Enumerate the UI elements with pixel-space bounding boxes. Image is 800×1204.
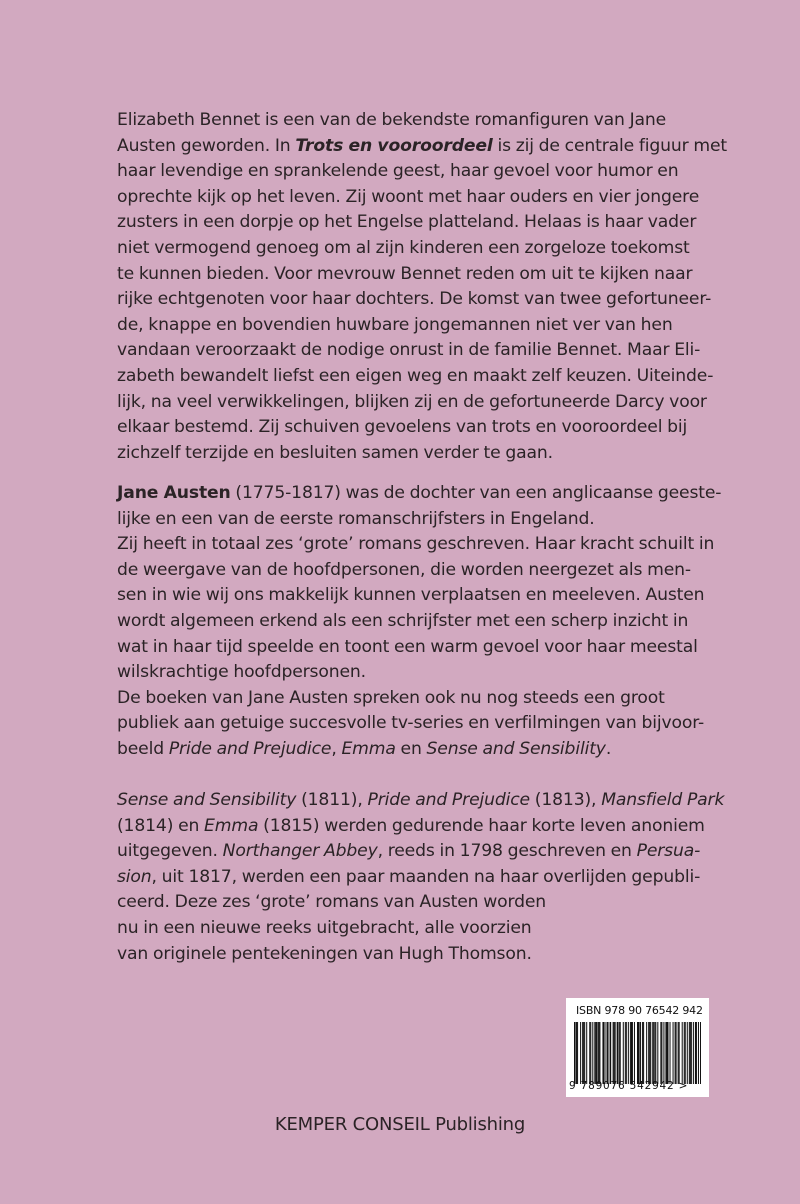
text-line (117, 788, 725, 814)
barcode-icon (574, 1022, 701, 1084)
text-line (117, 558, 717, 584)
text-run: De boeken van Jane Austen spreken ook nu nog steeds een groot (117, 687, 665, 708)
text-line (117, 737, 717, 763)
text-line (117, 583, 717, 609)
text-line (117, 814, 717, 840)
text-run: en (395, 738, 427, 759)
text-run: lijk, na veel verwikkelingen, blijken zij en de gefortuneerde Darcy voor (117, 391, 707, 412)
text-run: oprechte kijk op het leven. Zij woont met haar ouders en vier jongere (117, 186, 700, 207)
text-run: , uit 1817, werden een paar maanden na haar overlijden gepubli- (151, 866, 701, 887)
text-run: de, knappe en bovendien huwbare jongemannen niet ver van hen (117, 314, 673, 335)
text-line (117, 134, 727, 160)
text-line (117, 441, 717, 467)
text-line (117, 159, 717, 185)
text-line (117, 236, 717, 262)
text-run: van originele pentekeningen van Hugh Thomson. (117, 943, 532, 964)
text-line (117, 686, 717, 712)
author-bio-paragraph (117, 481, 722, 763)
publication-history-paragraph (117, 788, 725, 967)
text-run: (1814) en (117, 815, 205, 836)
isbn-barcode (566, 998, 709, 1097)
text-run: wordt algemeen erkend als een schrijfster met een scherp inzicht in (117, 610, 689, 631)
text-run: ceerd. Deze zes ‘grote’ romans van Austen worden (117, 892, 547, 913)
text-run: , (331, 738, 342, 759)
text-run: . (605, 738, 612, 759)
emphasis-text: Emma (204, 815, 259, 836)
emphasis-text: sion (117, 866, 152, 887)
emphasis-text: Sense and Sensibility (117, 790, 297, 810)
barcode-digits: 9 789076 542942 > (569, 1080, 689, 1092)
text-line (117, 364, 717, 390)
emphasis-text: Pride and Prejudice (367, 790, 530, 810)
text-line (117, 711, 717, 737)
text-run: zabeth bewandelt liefst een eigen weg en maakt zelf keuzen. Uiteinde- (117, 365, 714, 386)
text-run: sen in wie wij ons makkelijk kunnen verplaatsen en meeleven. Austen (117, 585, 705, 606)
isbn-label: ISBN 978 90 76542 942 (576, 1004, 703, 1017)
text-run: rijke echtgenoten voor haar dochters. De komst van twee gefortuneer- (117, 289, 712, 310)
emphasis-text: Jane Austen (117, 483, 231, 503)
text-line (117, 313, 717, 339)
text-run: Elizabeth Bennet is een van de bekendste romanfiguren van Jane (117, 110, 667, 130)
text-line (117, 390, 717, 416)
text-line (117, 532, 717, 558)
text-line (117, 890, 717, 916)
emphasis-text: Sense and Sensibility (426, 738, 606, 759)
text-line (117, 865, 717, 891)
text-line (117, 507, 717, 533)
emphasis-text: Trots en vooroordeel (295, 135, 493, 156)
text-run: de weergave van de hoofdpersonen, die worden neergezet als men- (117, 559, 691, 580)
text-line (117, 942, 717, 968)
text-run: wilskrachtige hoofdpersonen. (117, 662, 366, 683)
description-paragraph (117, 108, 727, 466)
emphasis-text: Persua- (636, 841, 701, 862)
text-run: nu in een nieuwe reeks uitgebracht, alle voorzien (117, 917, 532, 938)
text-run: wat in haar tijd speelde en toont een warm gevoel voor haar meestal (117, 636, 698, 657)
emphasis-text: Pride and Prejudice (168, 738, 332, 759)
text-run: beeld (117, 738, 169, 759)
text-run: (1811), (296, 790, 368, 810)
text-line (117, 287, 717, 313)
text-run: te kunnen bieden. Voor mevrouw Bennet reden om uit te kijken naar (117, 263, 693, 284)
text-run: (1775-1817) was de dochter van een anglicaanse geeste- (230, 483, 722, 503)
text-line (117, 210, 717, 236)
text-line (117, 262, 717, 288)
text-line (117, 108, 717, 134)
text-line (117, 660, 717, 686)
text-line (117, 609, 717, 635)
emphasis-text: Northanger Abbey (222, 841, 378, 862)
text-run: (1813), (529, 790, 602, 810)
text-run: is zij de centrale figuur met (492, 135, 727, 156)
text-run: publiek aan getuige succesvolle tv-series en verfilmingen van bijvoor- (117, 713, 705, 734)
text-line (117, 415, 717, 441)
text-run: , reeds in 1798 geschreven en (377, 841, 637, 862)
publisher-name: KEMPER CONSEIL Publishing (274, 1114, 526, 1135)
text-run: Austen geworden. In (117, 135, 296, 156)
text-line (117, 839, 717, 865)
text-run: (1815) werden gedurende haar korte leven anoniem (258, 815, 705, 836)
text-line (117, 481, 722, 507)
text-run: haar levendige en sprankelende geest, haar gevoel voor humor en (117, 161, 679, 182)
text-run: lijke en een van de eerste romanschrijfsters in Engeland. (117, 508, 595, 529)
emphasis-text: Mansfield Park (601, 790, 725, 810)
emphasis-text: Emma (341, 738, 396, 759)
text-line (117, 916, 717, 942)
text-run: vandaan veroorzaakt de nodige onrust in de familie Bennet. Maar Eli- (117, 340, 701, 361)
text-line (117, 635, 717, 661)
text-run: uitgegeven. (117, 841, 223, 862)
text-line (117, 338, 717, 364)
text-run: elkaar bestemd. Zij schuiven gevoelens van trots en vooroordeel bij (117, 417, 688, 438)
text-line (117, 185, 717, 211)
text-run: Zij heeft in totaal zes ‘grote’ romans geschreven. Haar kracht schuilt in (117, 534, 715, 555)
text-run: niet vermogend genoeg om al zijn kinderen een zorgeloze toekomst (117, 237, 690, 258)
text-run: zusters in een dorpje op het Engelse platteland. Helaas is haar vader (117, 212, 697, 233)
text-run: zichzelf terzijde en besluiten samen verder te gaan. (117, 442, 553, 463)
